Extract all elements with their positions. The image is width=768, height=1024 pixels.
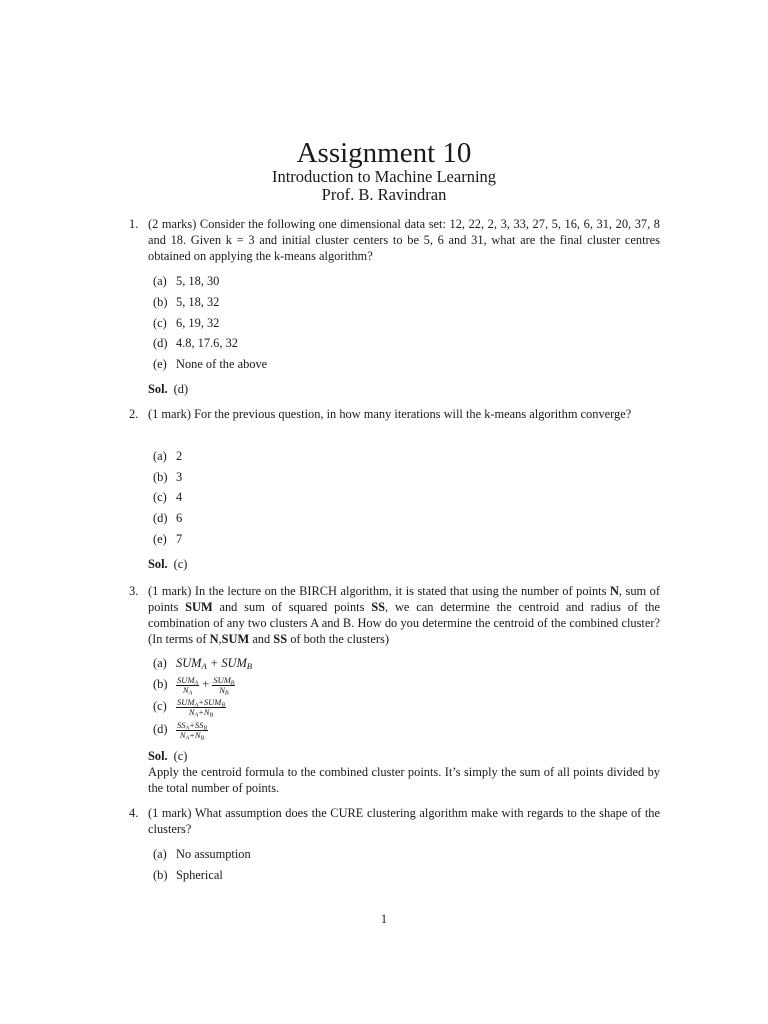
question-2 (129, 406, 660, 422)
option-d: (d) 6 (153, 511, 183, 525)
option-a: (a) $SUM_A + SUM_B$ (153, 656, 253, 672)
question-number: 1. (129, 217, 139, 231)
question-1 (129, 216, 660, 264)
solution-explanation: Apply the centroid formula to the combined cluster points. It’s simply the sum of all points divided by the total number of points. (148, 765, 660, 795)
question-number: 2. (129, 407, 139, 421)
option-c: (c) 4 (153, 490, 183, 504)
formula-combined-sum-over-n: $\frac{SUM_A+SUM_B}{N_A+N_B}$ (177, 697, 225, 719)
question-3 (129, 583, 660, 647)
option-c: (c) 6, 19, 32 (153, 316, 220, 330)
option-b: (b) $\frac{SUM_A}{N_A}$ + $\frac{SUM_B}{N_B}$ (153, 675, 235, 697)
option-e: (e) None of the above (153, 357, 268, 371)
question-number: 4. (129, 806, 139, 820)
option-b: (b) 3 (153, 470, 183, 484)
author-name: Prof. B. Ravindran (321, 185, 447, 204)
question-text: (2 marks) Consider the following one dimensional data set: 12, 22, 2, 3, 33, 27, 5, 16, 6, 31, 20, 37, 8 and 18. Given k = 3 and initial cluster centers to be 5, 6 and 31, what are the final cluster centres obtained on applying the k-means algorithm? (148, 217, 660, 263)
solution: Sol. (d) (148, 382, 189, 396)
option-c: (c) $\frac{SUM_A+SUM_B}{N_A+N_B}$ (153, 697, 225, 719)
solution: Sol. (c) (148, 749, 188, 763)
question-4 (129, 805, 660, 837)
option-a: (a) 2 (153, 449, 183, 463)
option-a: (a) 5, 18, 30 (153, 274, 220, 288)
assignment-title: Assignment 10 (296, 137, 472, 169)
option-a: (a) No assumption (153, 847, 251, 861)
option-b: (b) 5, 18, 32 (153, 295, 220, 309)
question-text: (1 mark) For the previous question, in how many iterations will the k-means algorithm converge? (148, 407, 632, 421)
option-b: (b) Spherical (153, 868, 223, 882)
option-d: (d) 4.8, 17.6, 32 (153, 336, 238, 350)
formula-sum-a-plus-sum-b: $SUM_A + SUM_B$ (176, 656, 253, 672)
question-number: 3. (129, 584, 139, 598)
question-text: (1 mark) What assumption does the CURE clustering algorithm make with regards to the shape of the clusters? (148, 806, 660, 836)
formula-combined-ss-over-n: $\frac{SS_A+SS_B}{N_A+N_B}$ (177, 720, 208, 742)
course-subtitle: Introduction to Machine Learning (271, 167, 497, 186)
solution: Sol. (c) (148, 557, 188, 571)
question-text: (1 mark) In the lecture on the BIRCH algorithm, it is stated that using the number of points N, sum of points SUM and sum of squared points SS, we can determine the centroid and radius of the combination of any two clusters A and B. How do you determine the centroid of the combined cluster? (In terms of N,SUM and SS of both the clusters) (148, 584, 660, 646)
option-d: (d) $\frac{SS_A+SS_B}{N_A+N_B}$ (153, 720, 208, 742)
page-number: 1 (380, 912, 388, 926)
formula-sum-over-n-pair: $\frac{SUM_A}{N_A}$ + $\frac{SUM_B}{N_B}$ (177, 675, 235, 697)
option-e: (e) 7 (153, 532, 183, 546)
